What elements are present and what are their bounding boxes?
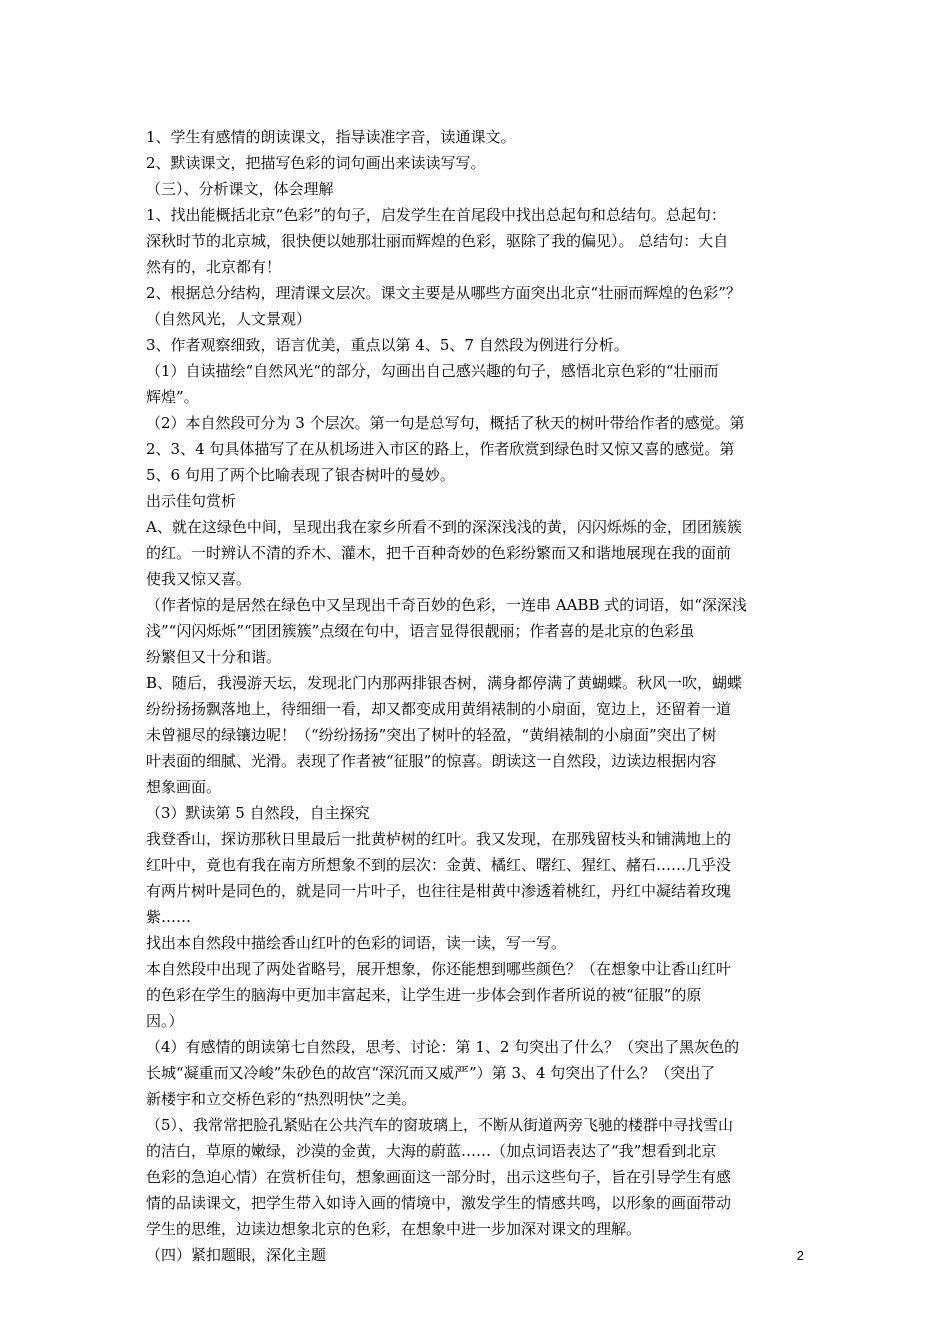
text-line: 找出本自然段中描绘香山红叶的色彩的词语，读一读，写一写。 [146,934,567,952]
text-line: 浅”“闪闪烁烁”“团团簇簇”点缀在句中，语言显得很靓丽；作者喜的是北京的色彩虽 [146,622,695,640]
text-line: （四）紧扣题眼，深化主题 [146,1246,327,1264]
text-line: 1、学生有感情的朗读课文，指导读准字音，读通课文。 [146,128,516,146]
text-line: （1）自读描绘“自然风光“的部分，勾画出自己感兴趣的句子，感悟北京色彩的“壮丽而 [146,362,719,380]
text-line: （作者惊的是居然在绿色中又呈现出千奇百妙的色彩，一连串 AABB 式的词语，如“深深浅 [146,596,747,614]
text-line: 的洁白，草原的嫩绿，沙漠的金黄，大海的蔚蓝……（加点词语表达了“我”想看到北京 [146,1142,717,1160]
text-line: （4）有感情的朗读第七自然段，思考、讨论：第 1、2 句突出了什么？（突出了黑灰色的 [146,1038,740,1056]
text-line: 色彩的急迫心情）在赏析佳句，想象画面这一部分时，出示这些句子，旨在引导学生有感 [146,1168,732,1186]
text-line: （自然风光，人文景观） [146,310,312,328]
text-line: 5、6 句用了两个比喻表现了银杏树叶的曼妙。 [146,466,455,484]
text-line: （三）、分析课文，体会理解 [146,180,334,198]
page-number: 2 [796,1248,804,1263]
text-line: 因。） [146,1012,184,1030]
text-line: 未曾褪尽的绿镶边呢！（“纷纷扬扬”突出了树叶的轻盈，“黄绢裱制的小扇面”突出了树 [146,726,717,744]
text-line: 2、3、4 句具体描写了在从机场进入市区的路上，作者欣赏到绿色时又惊又喜的感觉。第 [146,440,735,458]
text-line: 情的品读课文，把学生带入如诗入画的情境中，激发学生的情感共鸣，以形象的画面带动 [146,1194,732,1212]
text-line: B、随后，我漫游天坛，发现北门内那两排银杏树，满身都停满了黄蝴蝶。秋风一吹，蝴蝶 [146,674,743,692]
text-line: 辉煌”。 [146,388,199,406]
document-body [146,124,826,1268]
text-line: 的色彩在学生的脑海中更加丰富起来，让学生进一步体会到作者所说的被“征服”的原 [146,986,702,1004]
text-line: 有两片树叶是同色的，就是同一片叶子，也往往是柑黄中渗透着桃红，丹红中凝结着玫瑰 [146,882,732,900]
text-line: 我登香山，探访那秋日里最后一批黄栌树的红叶。我又发现，在那残留枝头和铺满地上的 [146,830,732,848]
text-line: 红叶中，竟也有我在南方所想象不到的层次：金黄、橘红、曙红、猩红、赭石……几乎没 [146,856,732,874]
text-line: A、就在这绿色中间，呈现出我在家乡所看不到的深深浅浅的黄，闪闪烁烁的金，团团簇簇 [146,518,742,536]
text-line: 想象画面。 [146,778,222,796]
text-line: 使我又惊又喜。 [146,570,252,588]
text-line: （5）、我常常把脸孔紧贴在公共汽车的窗玻璃上，不断从街道两旁飞驰的楼群中寻找雪山 [146,1116,734,1134]
text-line: （2）本自然段可分为 3 个层次。第一句是总写句，概括了秋天的树叶带给作者的感觉。第 [146,414,745,432]
text-line: （3）默读第 5 自然段，自主探究 [146,804,370,822]
text-line: 叶表面的细腻、光滑。表现了作者被“征服”的惊喜。朗读这一自然段，边读边根据内容 [146,752,717,770]
text-line: 学生的思维，边读边想象北京的色彩，在想象中进一步加深对课文的理解。 [146,1220,642,1238]
text-line: 纷纷扬扬飘落地上，待细细一看，却又都变成用黄绢裱制的小扇面，宽边上，还留着一道 [146,700,732,718]
text-line: 紫…… [146,908,192,926]
text-line: 纷繁但又十分和谐。 [146,648,282,666]
text-line: 然有的，北京都有！ [146,258,282,276]
text-line: 本自然段中出现了两处省略号，展开想象，你还能想到哪些颜色？（在想象中让香山红叶 [146,960,732,978]
text-line: 深秋时节的北京城，很快便以她那壮丽而辉煌的色彩，驱除了我的偏见）。 总结句：大自 [146,232,729,250]
text-line: 2、根据总分结构，理清课文层次。课文主要是从哪些方面突出北京“壮丽而辉煌的色彩”？ [146,284,741,302]
text-line: 长城“凝重而又冷峻”朱砂色的故宫“深沉而又威严”）第 3、4 句突出了什么？（突出了 [146,1064,716,1082]
text-line: 3、作者观察细致，语言优美，重点以第 4、5、7 自然段为例进行分析。 [146,336,629,354]
text-line: 2、默读课文，把描写色彩的词句画出来读读写写。 [146,154,486,172]
text-line: 的红。一时辨认不清的乔木、灌木，把千百种奇妙的色彩纷繁而又和谐地展现在我的面前 [146,544,732,562]
text-line: 出示佳句赏析 [146,492,237,510]
text-line: 新楼宇和立交桥色彩的“热烈明快”之美。 [146,1090,417,1108]
text-line: 1、找出能概括北京“色彩”的句子，启发学生在首尾段中找出总起句和总结句。总起句： [146,206,726,224]
